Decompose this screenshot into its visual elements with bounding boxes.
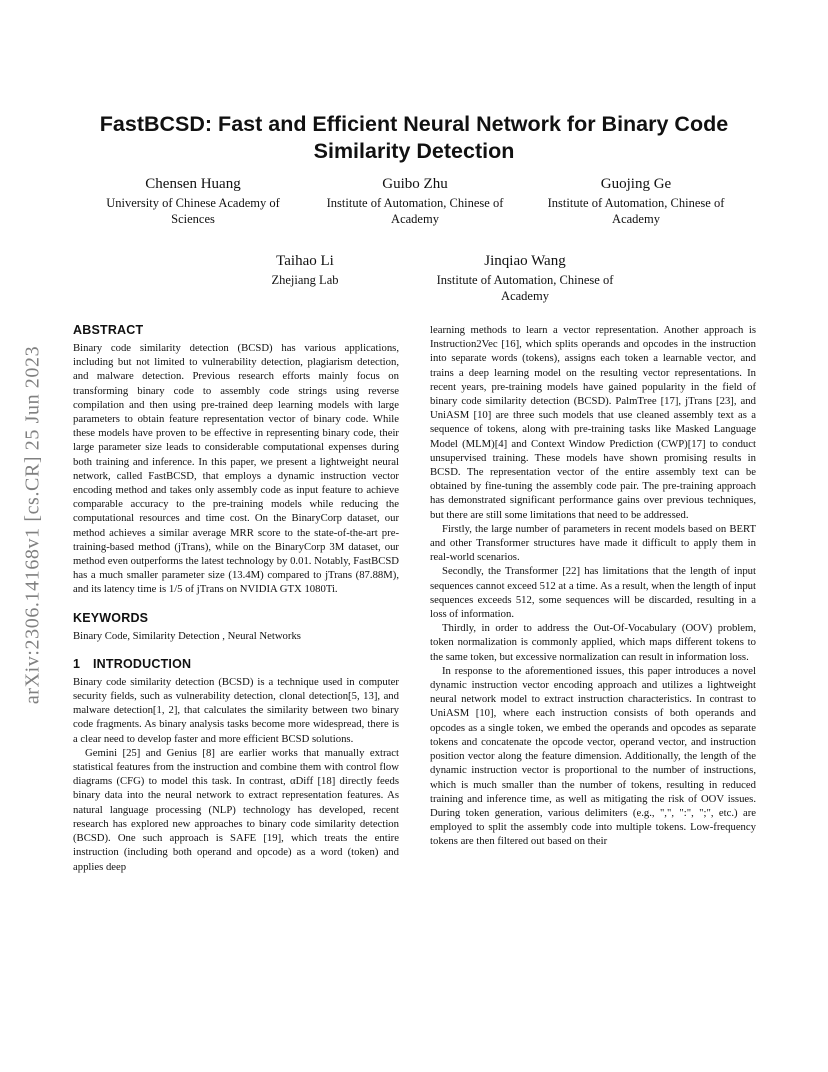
author-affiliation: Academy xyxy=(612,212,660,226)
section-heading-keywords: KEYWORDS xyxy=(73,610,149,625)
section-heading-abstract: ABSTRACT xyxy=(73,323,144,337)
author-block xyxy=(420,252,630,304)
section-title: INTRODUCTION xyxy=(93,656,192,671)
author-affiliation: Sciences xyxy=(171,212,215,226)
paragraph: Secondly, the Transformer [22] has limitations that the length of input sequences cannot exceed 512 at a time. As a result, when the length of input sequences exceeds 512, some sequences will be discarded, resulting in a loss of information. xyxy=(430,565,756,621)
author-affiliation: University of Chinese Academy of xyxy=(106,196,280,210)
paper-title xyxy=(72,111,756,165)
author-affiliation: Institute of Automation, Chinese of xyxy=(326,196,504,210)
section-heading-introduction xyxy=(73,657,399,672)
author-name: Taihao Li xyxy=(276,253,334,269)
author-affiliation: Academy xyxy=(501,289,549,303)
author-affiliation: Institute of Automation, Chinese of xyxy=(436,273,614,287)
paragraph: Binary code similarity detection (BCSD) is a technique used in computer security fields, such as vulnerability detection, clonal detection[5, 13], and malware detection[1, 2], that calculates the similarity between two binary code fragments. As binary analysis tasks become more widespread, there is a clear need to develop faster and more efficient BCSD solutions. xyxy=(73,675,399,745)
author-block xyxy=(200,252,410,288)
arxiv-identifier xyxy=(20,290,46,760)
author-block xyxy=(310,175,520,227)
paragraph: In response to the aforementioned issues, this paper introduces a novel dynamic instruction vector encoding approach and utilizes a lightweight neural network model to extract instruction characteristics. In contrast to UniASM [10], where each instruction consists of both operands and opcodes as a single token, we embed the operands and opcodes as separate tokens and concatenate the opcode vector, operand vector, and instruction position vector along the feature dimension. Additionally, the length of the dynamic instruction vector is proportional to the number of instructions, which is much smaller than the number of tokens, resulting in reduced training and inference time, as well as mitigating the risk of OOV issues. During token generation, various delimiters (e.g., ",", ":", ";", etc.) are employed to split the assembly code into multiple tokens. Low-frequency tokens are then filtered out based on their xyxy=(430,664,756,848)
author-affiliation: Institute of Automation, Chinese of xyxy=(547,196,725,210)
paragraph: Firstly, the large number of parameters in recent models based on BERT and other Transformer structures have made it difficult to apply them in real-world scenarios. xyxy=(430,522,756,564)
paragraph: Gemini [25] and Genius [8] are earlier works that manually extract statistical features from the instruction and combine them with control flow diagrams (CFG) to model this task. In contrast, αDiff [18] directly feeds binary data into the neural network to extract representation features. As natural language processing (NLP) technology has developed, recent research has explored new approaches to binary code similarity detection (BCSD). One such approach is SAFE [19], which treats the entire instruction (including both operand and opcode) as a word (token) and applies deep xyxy=(73,746,399,873)
arxiv-identifier-text: arXiv:2306.14168v1 [cs.CR] 25 Jun 2023 xyxy=(21,345,44,705)
left-column xyxy=(73,323,399,874)
paragraph: learning methods to learn a vector representation. Another approach is Instruction2Vec [16], which splits operands and opcodes in the instruction into separate words (tokens), assigns each token a learnable vector, and trains a deep learning model on the resulting vector representations. In recent years, pre-training models have gained popularity in the field of binary code similarity detection (BCSD). PalmTree [17], jTrans [23], and UniASM [10] are three such models that use cleaned assembly text as a sequence of tokens, along with pre-training tasks like Masked Language Model (MLM)[4] and Context Window Prediction (CWP)[17] to conduct unsupervised training. These models have shown promising results in BCSD. The representation vector of the entire assembly text can be obtained by fine-tuning the assembly code pair. The pre-training approach has demonstrated significant performance gains over previous techniques, but there are still some limitations that need to be addressed. xyxy=(430,324,756,521)
author-name: Guojing Ge xyxy=(600,176,672,192)
right-column xyxy=(430,323,756,849)
author-block xyxy=(88,175,298,227)
section-number: 1 xyxy=(73,656,81,671)
author-affiliation: Zhejiang Lab xyxy=(271,273,339,287)
author-block xyxy=(531,175,741,227)
abstract-text: Binary code similarity detection (BCSD) has various applications, including but not limited to vulnerability detection, plagiarism detection, and malware detection. Previous research efforts mainly focus on transforming binary code to assembly code strings using reverse compilation and then using pre-trained deep learning models with large parameters to obtain feature representation vector of binary code. While these models have proven to be effective in representing binary code, their large parameter size leads to considerable computational expenses during both training and inference. In this paper, we present a lightweight neural network, called FastBCSD, that employs a dynamic instruction vector encoding method and takes only assembly code as input feature to achieve comparable accuracy to the pre-training models while reducing the computational resources and time cost. On the BinaryCorp dataset, our method achieves a similar average MRR score to the state-of-the-art pre-training-based method (jTrans), while on the BinaryCorp 3M dataset, our method even outperforms the latest technology by 0.01. Notably, FastBCSD has a much smaller parameter size (13.4M) compared to jTrans (87.88M), and its latency time is 1/5 of jTrans on NVIDIA GTX 1080Ti. xyxy=(73,342,399,596)
author-name: Jinqiao Wang xyxy=(484,253,566,269)
author-affiliation: Academy xyxy=(391,212,439,226)
paragraph: Thirdly, in order to address the Out-Of-Vocabulary (OOV) problem, token normalization is commonly applied, which maps different tokens to the same token, but excessive normalization can result in information loss. xyxy=(430,622,756,663)
author-name: Guibo Zhu xyxy=(382,176,448,192)
paper-title-line-2: Similarity Detection xyxy=(313,139,515,163)
keywords-text: Binary Code, Similarity Detection , Neural Networks xyxy=(73,629,301,642)
author-name: Chensen Huang xyxy=(145,176,241,192)
paper-title-line-1: FastBCSD: Fast and Efficient Neural Network for Binary Code xyxy=(99,112,729,136)
